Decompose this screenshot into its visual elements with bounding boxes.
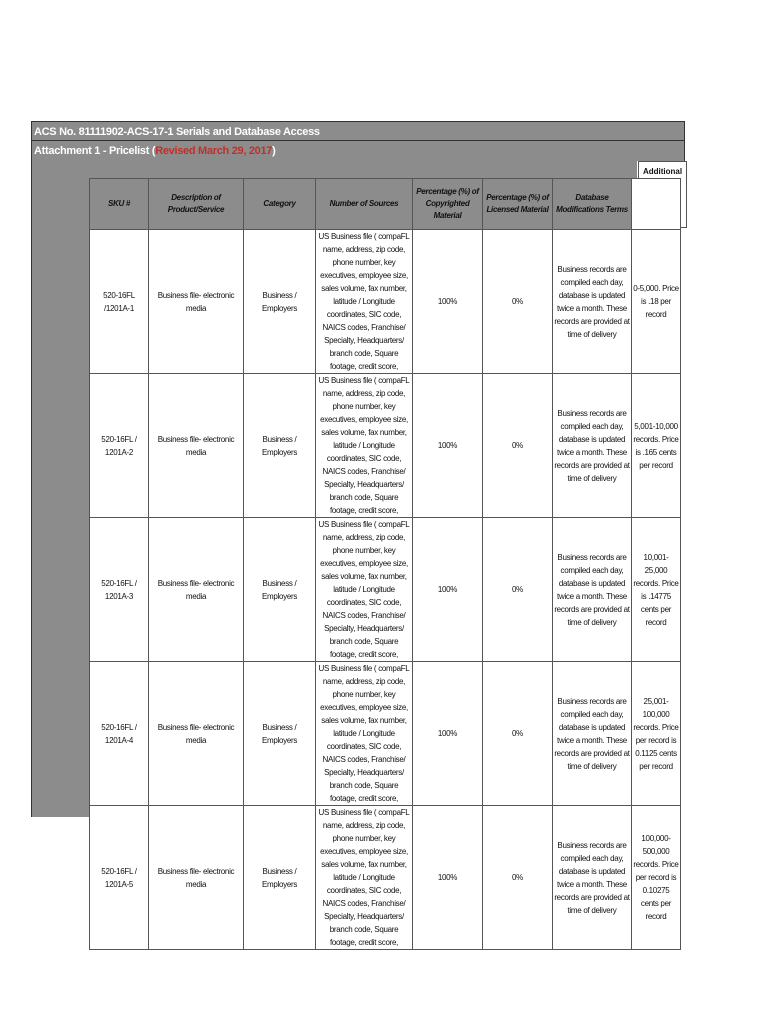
cell-pricing: 5,001-10,000 records. Price is .165 cents per record bbox=[632, 374, 681, 518]
cell-modification: Business records are compiled each day, database is updated twice a month. These records are provided at time of delivery bbox=[553, 230, 632, 374]
cell-category: Business / Employers bbox=[244, 374, 316, 518]
col-header-category: Category bbox=[244, 179, 316, 230]
revision-date: Revised March 29, 2017 bbox=[155, 145, 273, 157]
cell-sku: 520-16FL / 1201A-4 bbox=[90, 662, 149, 806]
table-row bbox=[90, 374, 681, 518]
cell-description: Business file- electronic media bbox=[149, 518, 244, 662]
cell-pricing: 0-5,000. Price is .18 per record bbox=[632, 230, 681, 374]
col-header-pricing: Additional bbox=[638, 161, 687, 228]
col-header-modification: Database Modifications Terms bbox=[553, 179, 632, 230]
cell-sku: 520-16FL / 1201A-3 bbox=[90, 518, 149, 662]
col-header-pricing-spacer bbox=[632, 179, 681, 230]
cell-description: Business file- electronic media bbox=[149, 230, 244, 374]
table-row bbox=[90, 230, 681, 374]
cell-copyrighted: 100% bbox=[413, 662, 483, 806]
cell-sources: US Business file ( compaFL name, address, zip code, phone number, key executives, employee size, sales volume, fax number, latitude / Longitude coordinates, SIC code, NAICS codes, Franchise/ Specialty, Headquarters/ branch code, Square footage, credit score, bbox=[316, 230, 413, 374]
cell-copyrighted: 100% bbox=[413, 374, 483, 518]
subtitle-prefix: Attachment 1 - Pricelist ( bbox=[34, 145, 156, 157]
cell-licensed: 0% bbox=[483, 518, 553, 662]
table-row bbox=[90, 662, 681, 806]
document-title: ACS No. 81111902-ACS-17-1 Serials and Database Access bbox=[31, 121, 685, 141]
cell-copyrighted: 100% bbox=[413, 806, 483, 950]
cell-licensed: 0% bbox=[483, 806, 553, 950]
cell-modification: Business records are compiled each day, database is updated twice a month. These records are provided at time of delivery bbox=[553, 662, 632, 806]
cell-modification: Business records are compiled each day, database is updated twice a month. These records are provided at time of delivery bbox=[553, 806, 632, 950]
cell-pricing: 10,001-25,000 records. Price is .14775 cents per record bbox=[632, 518, 681, 662]
cell-modification: Business records are compiled each day, database is updated twice a month. These records are provided at time of delivery bbox=[553, 374, 632, 518]
cell-category: Business / Employers bbox=[244, 230, 316, 374]
cell-category: Business / Employers bbox=[244, 806, 316, 950]
cell-sku: 520-16FL / 1201A-5 bbox=[90, 806, 149, 950]
col-header-licensed: Percentage (%) of Licensed Material bbox=[483, 179, 553, 230]
cell-sources: US Business file ( compaFL name, address, zip code, phone number, key executives, employee size, sales volume, fax number, latitude / Longitude coordinates, SIC code, NAICS codes, Franchise/ Specialty, Headquarters/ branch code, Square footage, credit score, bbox=[316, 662, 413, 806]
cell-modification: Business records are compiled each day, database is updated twice a month. These records are provided at time of delivery bbox=[553, 518, 632, 662]
cell-sources: US Business file ( compaFL name, address, zip code, phone number, key executives, employee size, sales volume, fax number, latitude / Longitude coordinates, SIC code, NAICS codes, Franchise/ Specialty, Headquarters/ branch code, Square footage, credit score, bbox=[316, 806, 413, 950]
table-row bbox=[90, 518, 681, 662]
cell-category: Business / Employers bbox=[244, 662, 316, 806]
cell-licensed: 0% bbox=[483, 662, 553, 806]
subtitle-suffix: ) bbox=[272, 145, 276, 157]
cell-description: Business file- electronic media bbox=[149, 806, 244, 950]
cell-sources: US Business file ( compaFL name, address, zip code, phone number, key executives, employee size, sales volume, fax number, latitude / Longitude coordinates, SIC code, NAICS codes, Franchise/ Specialty, Headquarters/ branch code, Square footage, credit score, bbox=[316, 518, 413, 662]
cell-sku: 520-16FL /1201A-1 bbox=[90, 230, 149, 374]
col-header-copyrighted: Percentage (%) of Copyrighted Material bbox=[413, 179, 483, 230]
cell-copyrighted: 100% bbox=[413, 518, 483, 662]
cell-pricing: 100,000-500,000 records. Price per record is 0.10275 cents per record bbox=[632, 806, 681, 950]
cell-pricing: 25,001-100,000 records. Price per record is 0.1125 cents per record bbox=[632, 662, 681, 806]
cell-category: Business / Employers bbox=[244, 518, 316, 662]
cell-copyrighted: 100% bbox=[413, 230, 483, 374]
col-header-sources: Number of Sources bbox=[316, 179, 413, 230]
left-band bbox=[31, 161, 89, 817]
cell-sku: 520-16FL / 1201A-2 bbox=[90, 374, 149, 518]
cell-description: Business file- electronic media bbox=[149, 374, 244, 518]
pricelist-table bbox=[89, 178, 681, 950]
table-header-row bbox=[90, 179, 681, 230]
document-subtitle bbox=[31, 141, 685, 161]
col-header-sku: SKU # bbox=[90, 179, 149, 230]
col-header-description: Description of Product/Service bbox=[149, 179, 244, 230]
cell-description: Business file- electronic media bbox=[149, 662, 244, 806]
cell-licensed: 0% bbox=[483, 374, 553, 518]
table-row bbox=[90, 806, 681, 950]
cell-licensed: 0% bbox=[483, 230, 553, 374]
cell-sources: US Business file ( compaFL name, address, zip code, phone number, key executives, employee size, sales volume, fax number, latitude / Longitude coordinates, SIC code, NAICS codes, Franchise/ Specialty, Headquarters/ branch code, Square footage, credit score, bbox=[316, 374, 413, 518]
